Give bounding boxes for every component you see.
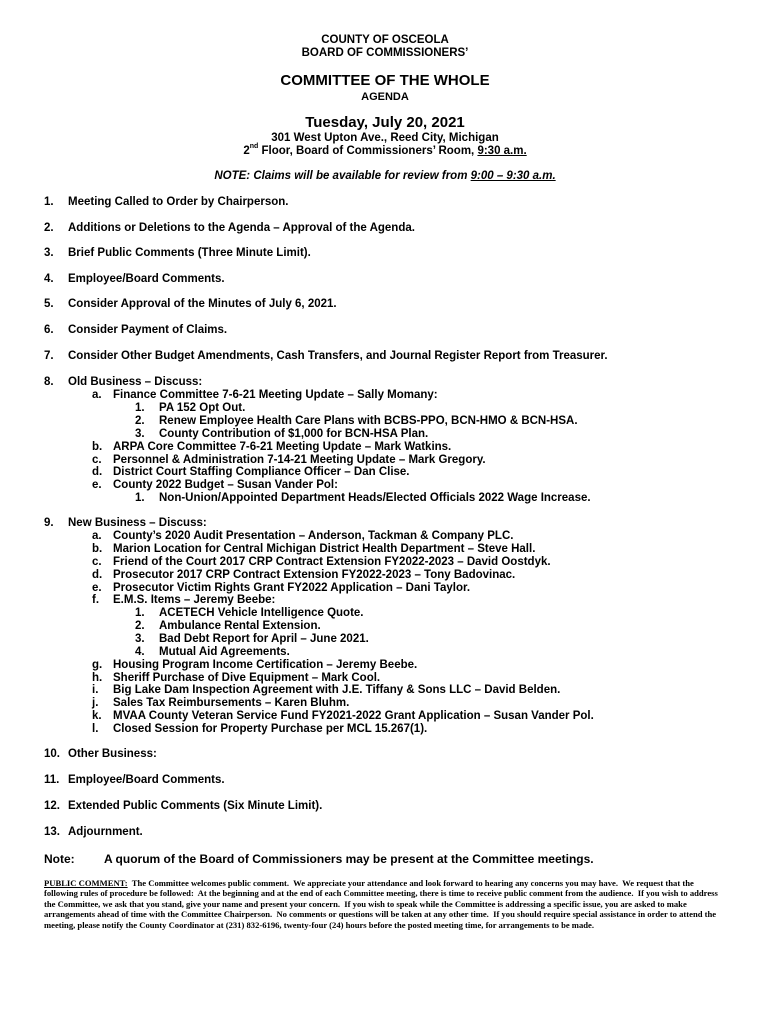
public-comment-label: PUBLIC COMMENT: [44, 878, 128, 888]
page-title: COMMITTEE OF THE WHOLE [280, 72, 490, 89]
meeting-date: Tuesday, July 20, 2021 [305, 114, 465, 131]
meeting-room: 2nd Floor, Board of Commissioners’ Room, 9:30 a.m. [243, 143, 527, 157]
page-subtitle: AGENDA [361, 91, 409, 103]
public-comment-text: The Committee welcomes public comment. We appreciate your attendance and look forward to hearing any concerns you may have. We request that the following rules of procedure be followed: At the beginning and at the end of each Committee meeting, there is time to receive public comment from the audience. If you wish to address the Committee, we ask that you stand, give your name and present your concern. If you wish to speak while the Committee is addressing a specific issue, you are asked to make arrangements ahead of time with the Committee Chairperson. No comments or questions will be taken at any other time. If you should require special assistance in order to attend the meeting, please notify the County Coordinator at (231) 832-6196, twenty-four (24) hours before the posted meeting time, for arrangements to be made. [44, 878, 720, 930]
county-name: COUNTY OF OSCEOLA [321, 34, 449, 46]
quorum-note-label: Note: [44, 852, 75, 866]
agenda-page: COUNTY OF OSCEOLA BOARD OF COMMISSIONERS’ COMMITTEE OF THE WHOLE AGENDA Tuesday, July 20, 2021 301 West Upton Ave., Reed City, Michigan 2nd Floor, Board of Commissioners’ Room, 9:30 a.m. NOTE: Claims will be available for review from 9:00 – 9:30 a.m. 1. Meeting Called to Order by Chairperson. 2. Additions or Deletions to the Agenda – Approval of the Agenda. 3. Brief Public Comments (Three Minute Limit). 4. Employee/Board Comments. 5. Consider Approval of the Minutes of July 6, 2021. 6. Consider Payment of Claims. 7. Consider Other Budget Amendments, Cash Transfers, and Journal Register Report from Treasurer. 8. Old Business – Discuss: a. Finance Committee 7-6-21 Meeting Update – Sally Momany: 1. PA 152 Opt Out. 2. Renew Employee Health Care Plans with BCBS-PPO, BCN-HMO & BCN-HSA. 3. County Contribution of $1,000 for BCN-HSA Plan. b. ARPA Core Committee 7-6-21 Meeting Update – Mark Watkins. c. Personnel & Administration 7-14-21 Meeting Update – Mark Gregory. d. District Court Staffing Compliance Officer – Dan Clise. e. County 2022 Budget – Susan Vander Pol: 1. Non-Union/Appointed Department Heads/Elected Officials 2022 Wage Increase. 9. New Business – Discuss: a. County’s 2020 Audit Presentation – Anderson, Tackman & Company PLC. b. Marion Location for Central Michigan District Health Department – Steve Hall. c. Friend of the Court 2017 CRP Contract Extension FY2022-2023 – David Oostdyk. d. Prosecutor 2017 CRP Contract Extension FY2022-2023 – Tony Badovinac. e. Prosecutor Victim Rights Grant FY2022 Application – Dani Taylor. f. E.M.S. Items – Jeremy Beebe: 1. ACETECH Vehicle Intelligence Quote. 2. Ambulance Rental Extension. 3. Bad Debt Report for April – June 2021. 4. Mutual Aid Agreements. g. Housing Program Income Certification – Jeremy Beebe. h. Sheriff Purchase of Dive Equipment – Mark Cool. i. Big Lake Dam Inspection Agreement with J.E. Tiffany & Sons LLC – David Belden. j. Sales Tax Reimbursements – Karen Bluhm. k. MVAA County Veteran Service Fund FY2021-2022 Grant Application – Susan Vander Pol. l. Closed Session for Property Purchase per MCL 15.267(1). 10. Other Business: 11. Employee/Board Comments. 12. Extended Public Comments (Six Minute Limit). 13. Adjournment. Note: A quorum of the Board of Commissioners may be present at the Committee meetings. PUBLIC COMMENT: The Committee welcomes public comment. We appreciate your attendance and look forward to hearing any concerns you may have. We request that the following rules of procedure be followed: At the beginning and at the end of each Committee meeting, there is time to receive public comment from the audience. If you wish to address the Committee, we ask that you stand, give your name and present your concern. If you wish to speak while the Committee is addressing a specific issue, you are asked to make arrangements ahead of time with the Committee Chairperson. No comments or questions will be taken at any other time. If you should require special assistance in order to attend the meeting, please notify the County Coordinator at (231) 832-6196, twenty-four (24) hours before the posted meeting time, for arrangements to be made. [0, 0, 770, 1024]
board-name: BOARD OF COMMISSIONERS’ [301, 47, 469, 59]
claims-note: NOTE: Claims will be available for review from 9:00 – 9:30 a.m. [214, 170, 556, 182]
claims-time: 9:00 – 9:30 a.m. [470, 170, 556, 182]
meeting-address: 301 West Upton Ave., Reed City, Michigan [271, 132, 499, 144]
meeting-time: 9:30 a.m. [477, 145, 527, 157]
public-comment-paragraph [44, 878, 728, 930]
quorum-note-text: A quorum of the Board of Commissioners may be present at the Committee meetings. [104, 852, 594, 866]
